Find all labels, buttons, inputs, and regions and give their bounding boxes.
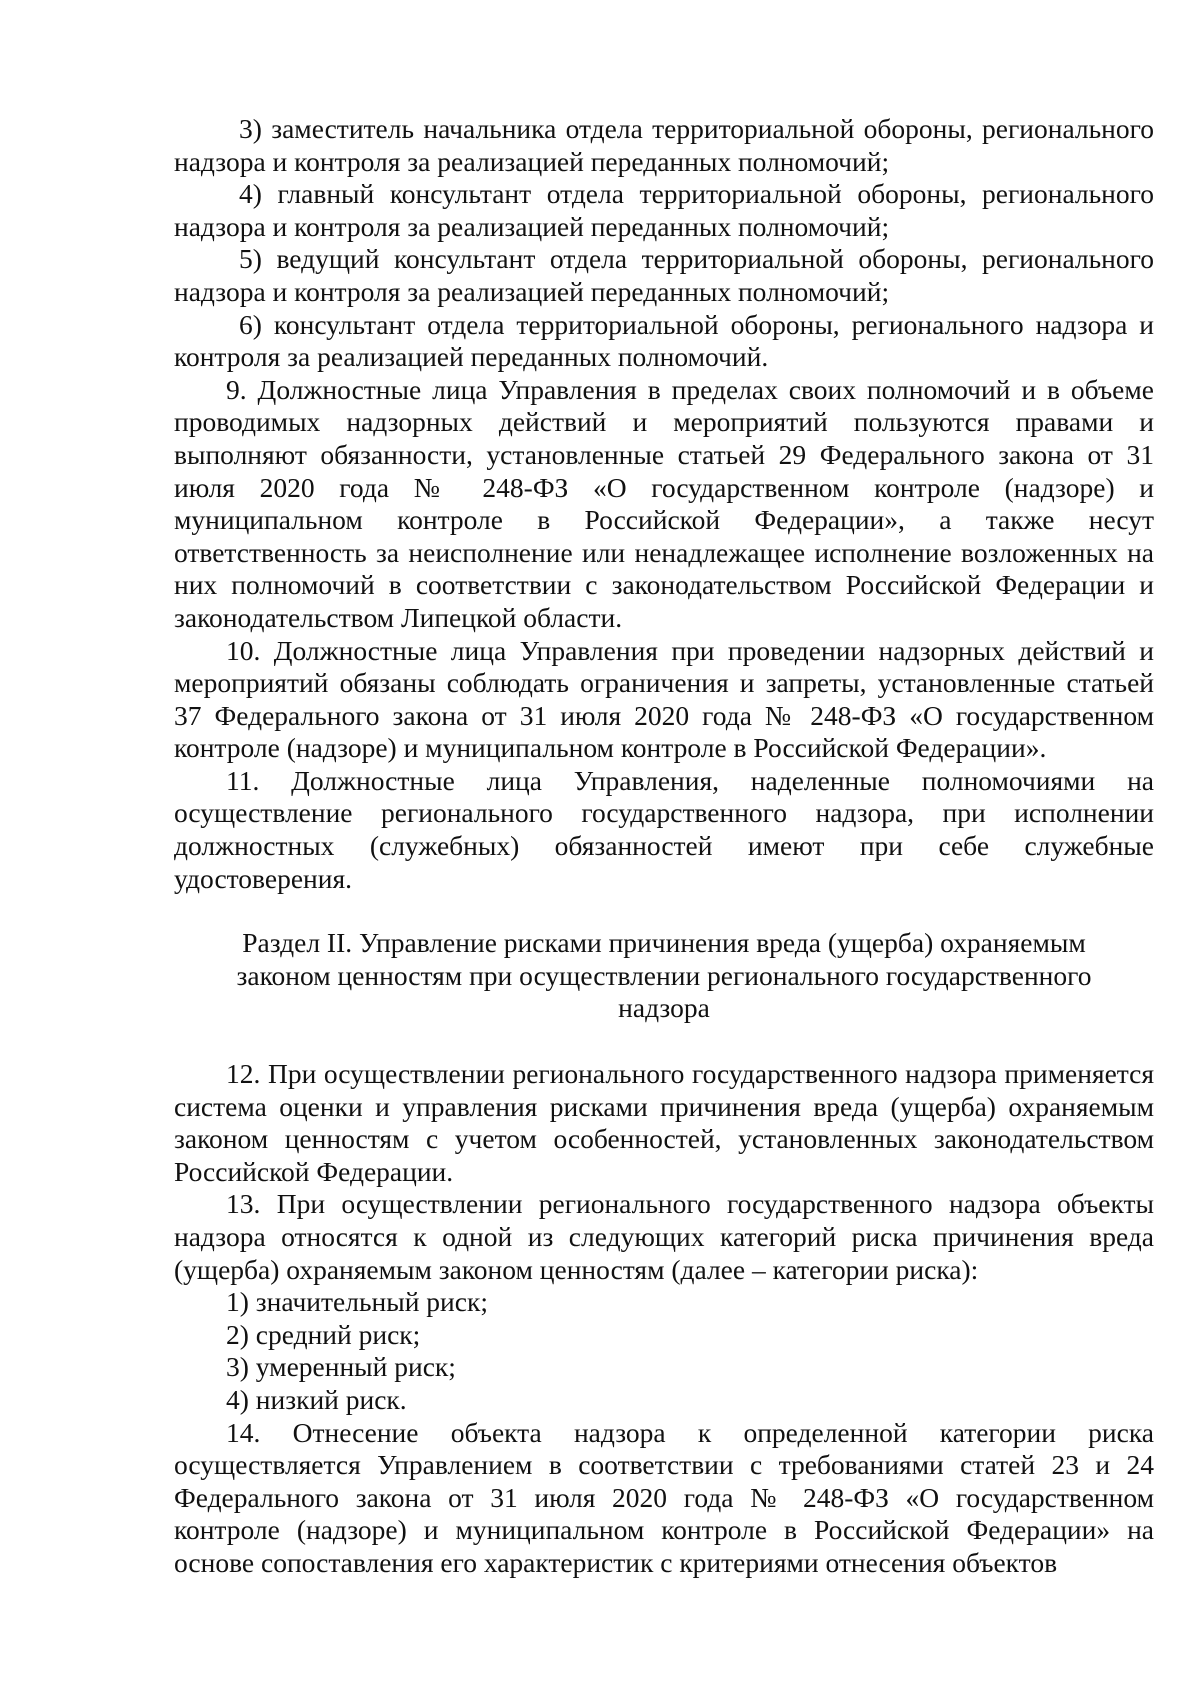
spacer xyxy=(174,895,1154,927)
risk-item-2: 2) средний риск; xyxy=(226,1318,421,1350)
paragraph-14: 14. Отнесение объекта надзора к определенной категории риска осуществляется Управлением в соответствии с требованиями статей 23 и 24 Федерального закона от 31 июля 2020 года № 248-ФЗ «О государственном контроле (надзоре) и муниципальном контроле в Российской Федерации» на основе сопоставления его характеристик с критериями отнесения объектов xyxy=(174,1416,1154,1578)
paragraph-12: 12. При осуществлении регионального государственного надзора применяется система оценки и управления рисками причинения вреда (ущерба) охраняемым законом ценностям с учетом особенностей, установленных законодательством Российской Федерации. xyxy=(174,1058,1154,1187)
paragraph-8-6: 6) консультант отдела территориальной обороны, регионального надзора и контроля за реализацией переданных полномочий. xyxy=(174,308,1154,373)
risk-item-1: 1) значительный риск; xyxy=(226,1286,488,1318)
paragraph-11: 11. Должностные лица Управления, наделенные полномочиями на осуществление регионального государственного надзора, при исполнении должностных (служебных) обязанностей имеют при себе служебные удостоверения. xyxy=(174,764,1154,894)
spacer xyxy=(174,1025,1154,1058)
risk-item-4: 4) низкий риск. xyxy=(226,1383,407,1415)
paragraph-8-5: 5) ведущий консультант отдела территориальной обороны, регионального надзора и контроля за реализацией переданных полномочий; xyxy=(174,243,1154,307)
paragraph-13: 13. При осуществлении регионального государственного надзора объекты надзора относятся к одной из следующих категорий риска причинения вреда (ущерба) охраняемым законом ценностям (далее – категории риска): xyxy=(174,1188,1154,1285)
paragraph-10: 10. Должностные лица Управления при проведении надзорных действий и мероприятий обязаны соблюдать ограничения и запреты, установленные статьей 37 Федерального закона от 31 июля 2020 года № 248-ФЗ «О государственном контроле (надзоре) и муниципальном контроле в Российской Федерации». xyxy=(174,634,1154,764)
section-heading: Раздел II. Управление рисками причинения вреда (ущерба) охраняемым законом ценностям при осуществлении регионального государственного надзора xyxy=(236,927,1092,1024)
document-page xyxy=(174,113,1154,1580)
risk-item-3: 3) умеренный риск; xyxy=(226,1351,456,1383)
paragraph-8-3: 3) заместитель начальника отдела территориальной обороны, регионального надзора и контроля за реализацией переданных полномочий; xyxy=(174,113,1154,177)
paragraph-8-4: 4) главный консультант отдела территориальной обороны, регионального надзора и контроля за реализацией переданных полномочий; xyxy=(174,178,1154,242)
paragraph-9: 9. Должностные лица Управления в пределах своих полномочий и в объеме проводимых надзорных действий и мероприятий пользуются правами и выполняют обязанности, установленные статьей 29 Федерального закона от 31 июля 2020 года № 248-ФЗ «О государственном контроле (надзоре) и муниципальном контроле в Российской Федерации», а также несут ответственность за неисполнение или ненадлежащее исполнение возложенных на них полномочий в соответствии с законодательством Российской Федерации и законодательством Липецкой области. xyxy=(174,373,1154,633)
